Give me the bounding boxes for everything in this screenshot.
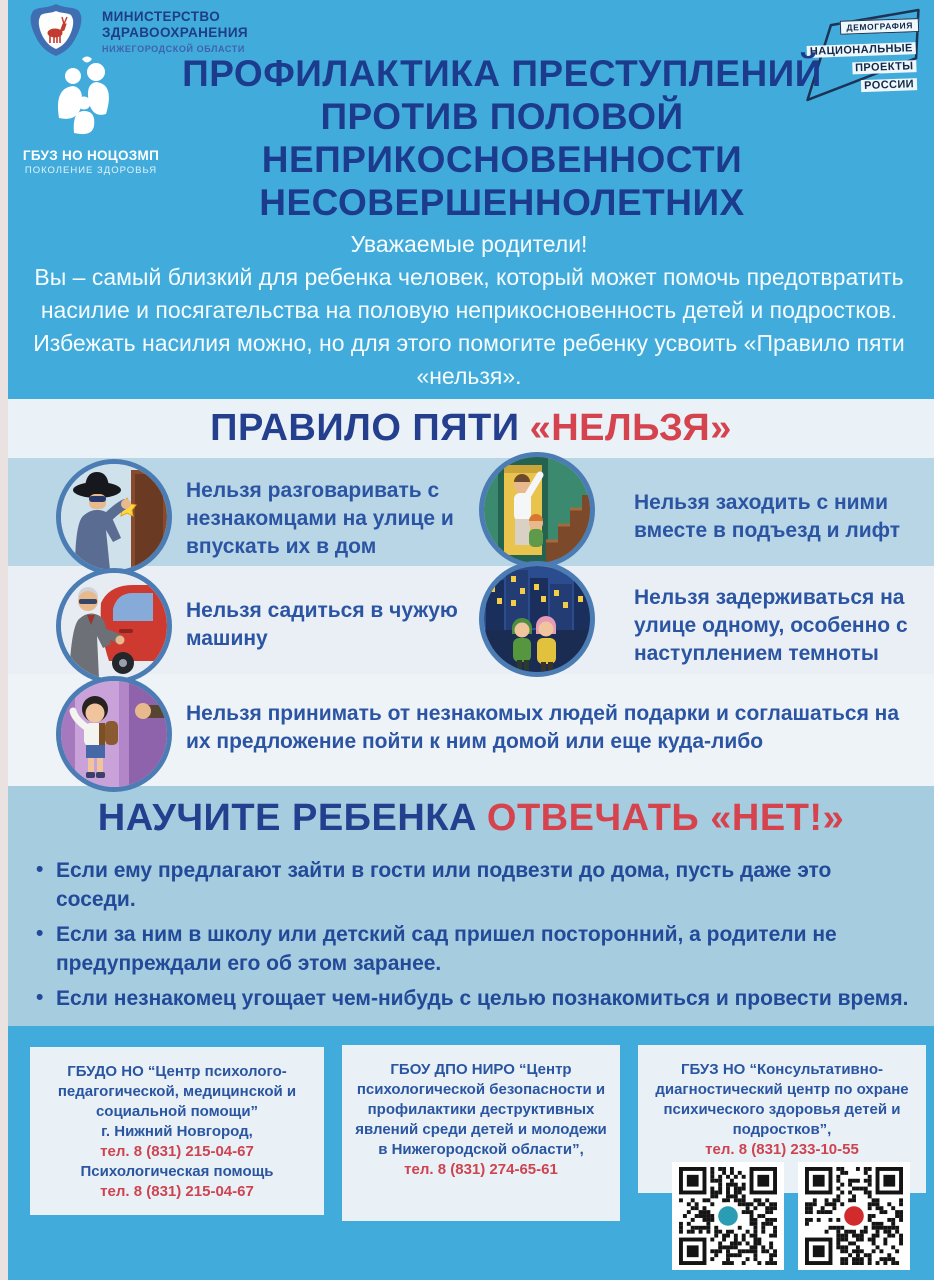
contact-1-name: ГБУДО НО “Центр психолого-педагогической, медицинской и социальной помощи” xyxy=(57,1063,297,1120)
stranger-at-door-illustration xyxy=(56,459,172,575)
intro-paragraph xyxy=(18,228,920,393)
natproject-word1: НАЦИОНАЛЬНЫЕ xyxy=(807,42,916,58)
contact-3-name: ГБУЗ НО “Консультативно-диагностический центр по охране психического здоровья детей и подростков”, xyxy=(655,1061,909,1138)
rule-2-text: Нельзя заходить с ними вместе в подъезд и лифт xyxy=(634,491,901,542)
rules-heading-accent: «НЕЛЬЗЯ» xyxy=(529,407,732,449)
contact-2-name: ГБОУ ДПО НИРО “Центр психологической безопасности и профилактики деструктивных явлений среди детей и молодежи в Нижегородской области”, xyxy=(355,1061,607,1158)
bullet-dot: • xyxy=(36,858,44,881)
teach-bullet-1 xyxy=(30,856,914,914)
rule-3-text: Нельзя садиться в чужую машину xyxy=(186,599,458,650)
rule-4-text: Нельзя задерживаться на улице одному, особенно с наступлением темноты xyxy=(634,586,908,665)
title-line-4: НЕСОВЕРШЕННОЛЕТНИХ xyxy=(259,182,745,223)
teach-section-heading xyxy=(8,797,934,840)
teach-bullet-list xyxy=(30,856,914,1019)
night-street-illustration xyxy=(479,561,595,677)
ministry-line2: ЗДРАВООХРАНЕНИЯ xyxy=(102,25,249,40)
ministry-title xyxy=(102,9,248,54)
ministry-region: НИЖЕГОРОДСКОЙ ОБЛАСТИ xyxy=(102,44,245,54)
teach-bullet-3-text: Если незнакомец угощает чем-нибудь с целью познакомиться и провести время. xyxy=(56,987,909,1010)
rule-5-text: Нельзя принимать от незнакомых людей подарки и соглашаться на их предложение пойти к ним домой или еще куда-либо xyxy=(186,702,900,753)
gifts-from-stranger-illustration xyxy=(56,676,172,792)
contact-3-phone: тел. 8 (831) 233-10-55 xyxy=(705,1141,859,1158)
left-edge-strip xyxy=(0,0,8,1280)
org-name: ГБУЗ НО НОЦОЗМП xyxy=(22,148,160,163)
bullet-dot: • xyxy=(36,922,44,945)
rules-section-heading xyxy=(8,407,934,450)
teach-heading-accent: ОТВЕЧАТЬ «НЕТ!» xyxy=(486,797,845,839)
rule-1-text: Нельзя разговаривать с незнакомцами на улице и впускать их в дом xyxy=(186,479,454,558)
contact-1-city: г. Нижний Новгород, xyxy=(101,1123,253,1140)
bullet-dot: • xyxy=(36,986,44,1009)
title-line-2: ПРОТИВ ПОЛОВОЙ xyxy=(320,96,684,137)
natproject-word2: ПРОЕКТЫ xyxy=(852,60,917,74)
healthy-generation-logo-icon xyxy=(44,56,120,149)
entrance-elevator-illustration xyxy=(479,452,595,568)
intro-salutation: Уважаемые родители! xyxy=(350,231,588,257)
contact-1-phone-1: тел. 8 (831) 215-04-67 xyxy=(100,1143,254,1160)
strangers-car-illustration xyxy=(56,568,172,684)
title-line-3: НЕПРИКОСНОВЕННОСТИ xyxy=(261,139,743,180)
teach-bullet-2 xyxy=(30,920,914,978)
contact-1-phone-2: тел. 8 (831) 215-04-67 xyxy=(100,1183,254,1200)
ministry-line1: МИНИСТЕРСТВО xyxy=(102,9,221,24)
qr-code-right xyxy=(798,1162,910,1270)
org-subtitle: ПОКОЛЕНИЕ ЗДОРОВЬЯ xyxy=(24,165,158,176)
contact-card-psychology-center xyxy=(30,1047,324,1215)
natproject-demography-label: ДЕМОГРАФИЯ xyxy=(840,18,919,35)
natproject-word3: РОССИИ xyxy=(861,78,917,92)
qr-code-left xyxy=(672,1162,784,1270)
teach-bullet-3 xyxy=(30,984,914,1013)
teach-bullet-1-text: Если ему предлагают зайти в гости или подвезти до дома, пусть даже это соседи. xyxy=(56,859,832,911)
teach-bullet-2-text: Если за ним в школу или детский сад пришел посторонний, а родители не предупреждали его об этом заранее. xyxy=(56,923,837,975)
page-title xyxy=(110,52,894,224)
contact-card-niro-center xyxy=(342,1045,620,1221)
title-line-1: ПРОФИЛАКТИКА ПРЕСТУПЛЕНИЙ xyxy=(182,53,822,94)
coat-of-arms-icon xyxy=(24,2,88,63)
teach-heading-main: НАУЧИТЕ РЕБЕНКА xyxy=(97,797,477,839)
intro-body: Вы – самый близкий для ребенка человек, который может помочь предотвратить насилие и посягательства на половую неприкосновенность детей и подростков. Избежать насилия можно, но для этого помогите ребенку усвоить «Правило пяти «нельзя». xyxy=(33,264,905,389)
contact-2-phone: тел. 8 (831) 274-65-61 xyxy=(404,1161,558,1178)
contact-1-service: Психологическая помощь xyxy=(80,1163,274,1180)
rules-heading-main: ПРАВИЛО ПЯТИ xyxy=(210,407,520,449)
